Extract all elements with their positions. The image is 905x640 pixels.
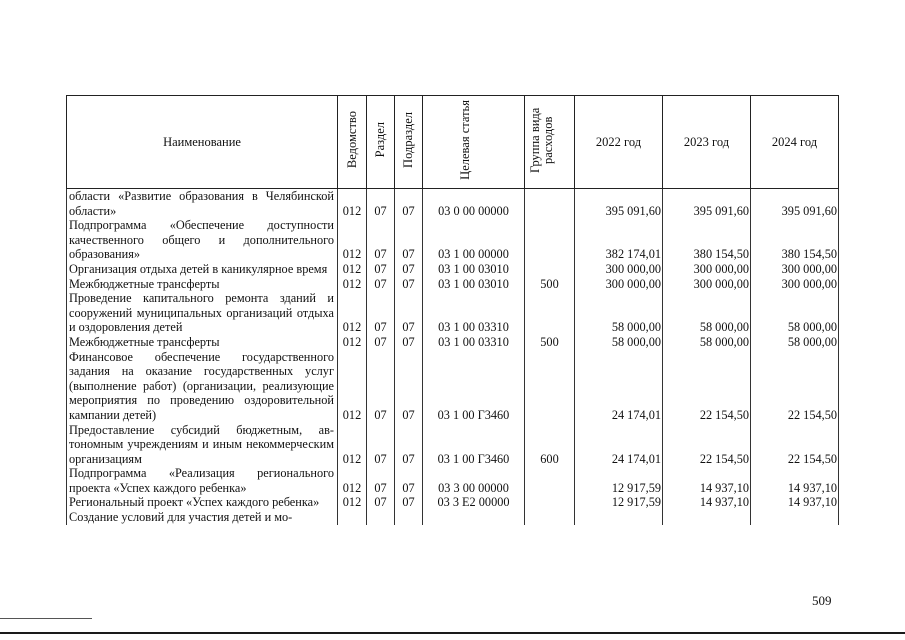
row-razdel: 07 (367, 189, 395, 219)
row-podrazdel: 07 (395, 335, 423, 350)
row-2023: 58 000,00 (663, 335, 751, 350)
row-2022: 12 917,59 (575, 466, 663, 495)
row-gruppa (525, 291, 575, 335)
row-razdel: 07 (367, 495, 395, 510)
row-podrazdel: 07 (395, 423, 423, 467)
row-2023: 380 154,50 (663, 218, 751, 262)
footer-line (0, 632, 905, 634)
row-celevaya: 03 1 00 03310 (423, 335, 525, 350)
row-gruppa (525, 350, 575, 423)
row-2024: 300 000,00 (751, 262, 839, 277)
table-body (67, 189, 839, 525)
row-2022: 300 000,00 (575, 277, 663, 292)
row-2023: 58 000,00 (663, 291, 751, 335)
row-2022: 300 000,00 (575, 262, 663, 277)
row-2024: 380 154,50 (751, 218, 839, 262)
row-podrazdel: 07 (395, 350, 423, 423)
row-2023: 22 154,50 (663, 423, 751, 467)
row-gruppa: 500 (525, 277, 575, 292)
row-razdel: 07 (367, 277, 395, 292)
header-gruppa: Группа вида расходов (525, 96, 575, 189)
table-row (67, 466, 839, 495)
header-2022: 2022 год (575, 96, 663, 189)
row-2023 (663, 510, 751, 525)
table-row (67, 218, 839, 262)
row-celevaya: 03 1 00 03010 (423, 262, 525, 277)
row-podrazdel: 07 (395, 218, 423, 262)
row-2024: 22 154,50 (751, 423, 839, 467)
row-vedomstvo: 012 (338, 423, 367, 467)
row-razdel: 07 (367, 466, 395, 495)
row-razdel: 07 (367, 291, 395, 335)
row-podrazdel: 07 (395, 495, 423, 510)
row-gruppa (525, 466, 575, 495)
row-2022: 395 091,60 (575, 189, 663, 219)
row-name: Создание условий для участия детей и мо- (67, 510, 338, 525)
row-name: Финансовое обеспечение государственного задания на оказание государственных услуг (выполнение работ) (организации, реализующие мероприятия по проведению оздоровительной кампании детей) (67, 350, 338, 423)
row-vedomstvo: 012 (338, 189, 367, 219)
row-gruppa (525, 262, 575, 277)
row-vedomstvo: 012 (338, 350, 367, 423)
table-row (67, 189, 839, 219)
row-2022: 382 174,01 (575, 218, 663, 262)
table-row (67, 335, 839, 350)
row-2022 (575, 510, 663, 525)
row-gruppa (525, 495, 575, 510)
row-2023: 395 091,60 (663, 189, 751, 219)
row-2024: 14 937,10 (751, 466, 839, 495)
page-number: 509 (812, 593, 832, 608)
row-vedomstvo: 012 (338, 495, 367, 510)
row-podrazdel: 07 (395, 291, 423, 335)
header-2023: 2023 год (663, 96, 751, 189)
row-2022: 58 000,00 (575, 291, 663, 335)
row-2024: 14 937,10 (751, 495, 839, 510)
row-2024: 58 000,00 (751, 335, 839, 350)
table-row (67, 291, 839, 335)
row-podrazdel: 07 (395, 189, 423, 219)
header-celevaya: Целевая статья (423, 96, 525, 189)
row-name: Предоставление субсидий бюджетным, автономным учреждениям и иным некоммерческим организациям (67, 423, 338, 467)
row-razdel: 07 (367, 262, 395, 277)
row-celevaya: 03 3 00 00000 (423, 466, 525, 495)
row-2023: 14 937,10 (663, 466, 751, 495)
row-vedomstvo (338, 510, 367, 525)
row-razdel: 07 (367, 335, 395, 350)
row-razdel (367, 510, 395, 525)
row-celevaya: 03 1 00 Г3460 (423, 423, 525, 467)
header-podrazdel: Подраздел (395, 96, 423, 189)
row-gruppa: 500 (525, 335, 575, 350)
row-vedomstvo: 012 (338, 291, 367, 335)
row-2022: 24 174,01 (575, 423, 663, 467)
row-razdel: 07 (367, 350, 395, 423)
row-razdel: 07 (367, 218, 395, 262)
header-razdel: Раздел (367, 96, 395, 189)
row-2023: 300 000,00 (663, 262, 751, 277)
row-2022: 24 174,01 (575, 350, 663, 423)
row-celevaya: 03 1 00 00000 (423, 218, 525, 262)
row-podrazdel: 07 (395, 466, 423, 495)
row-2024: 395 091,60 (751, 189, 839, 219)
row-2023: 14 937,10 (663, 495, 751, 510)
table-row (67, 262, 839, 277)
row-2024: 300 000,00 (751, 277, 839, 292)
row-name: Межбюджетные трансферты (67, 277, 338, 292)
row-name: Региональный проект «Успех каждого ребенка» (67, 495, 338, 510)
row-celevaya: 03 3 E2 00000 (423, 495, 525, 510)
row-2024 (751, 510, 839, 525)
table-row (67, 495, 839, 510)
budget-table (66, 95, 839, 525)
row-name: области «Развитие образования в Челябинской области» (67, 189, 338, 219)
row-name: Организация отдыха детей в каникулярное время (67, 262, 338, 277)
table-row (67, 350, 839, 423)
row-2024: 58 000,00 (751, 291, 839, 335)
row-name: Проведение капитального ремонта зданий и сооружений муниципальных организаций отдыха и оздоровления детей (67, 291, 338, 335)
row-vedomstvo: 012 (338, 218, 367, 262)
row-celevaya: 03 1 00 03310 (423, 291, 525, 335)
row-2022: 12 917,59 (575, 495, 663, 510)
row-podrazdel (395, 510, 423, 525)
table-row (67, 277, 839, 292)
row-gruppa (525, 510, 575, 525)
row-2022: 58 000,00 (575, 335, 663, 350)
row-celevaya: 03 1 00 03010 (423, 277, 525, 292)
row-gruppa (525, 189, 575, 219)
row-podrazdel: 07 (395, 277, 423, 292)
row-vedomstvo: 012 (338, 466, 367, 495)
row-vedomstvo: 012 (338, 335, 367, 350)
table-row (67, 510, 839, 525)
row-podrazdel: 07 (395, 262, 423, 277)
row-2023: 22 154,50 (663, 350, 751, 423)
row-2024: 22 154,50 (751, 350, 839, 423)
row-celevaya: 03 0 00 00000 (423, 189, 525, 219)
row-2023: 300 000,00 (663, 277, 751, 292)
row-celevaya (423, 510, 525, 525)
row-vedomstvo: 012 (338, 277, 367, 292)
table-row (67, 423, 839, 467)
row-gruppa: 600 (525, 423, 575, 467)
row-name: Межбюджетные трансферты (67, 335, 338, 350)
header-name: Наименование (67, 96, 338, 189)
row-celevaya: 03 1 00 Г3460 (423, 350, 525, 423)
row-vedomstvo: 012 (338, 262, 367, 277)
row-name: Подпрограмма «Обеспечение доступности качественного общего и дополнительного образования» (67, 218, 338, 262)
row-name: Подпрограмма «Реализация регионального проекта «Успех каждого ребенка» (67, 466, 338, 495)
header-2024: 2024 год (751, 96, 839, 189)
row-gruppa (525, 218, 575, 262)
row-razdel: 07 (367, 423, 395, 467)
footer-short-line (0, 618, 92, 619)
header-vedomstvo: Ведомство (338, 96, 367, 189)
header-row (67, 96, 839, 189)
